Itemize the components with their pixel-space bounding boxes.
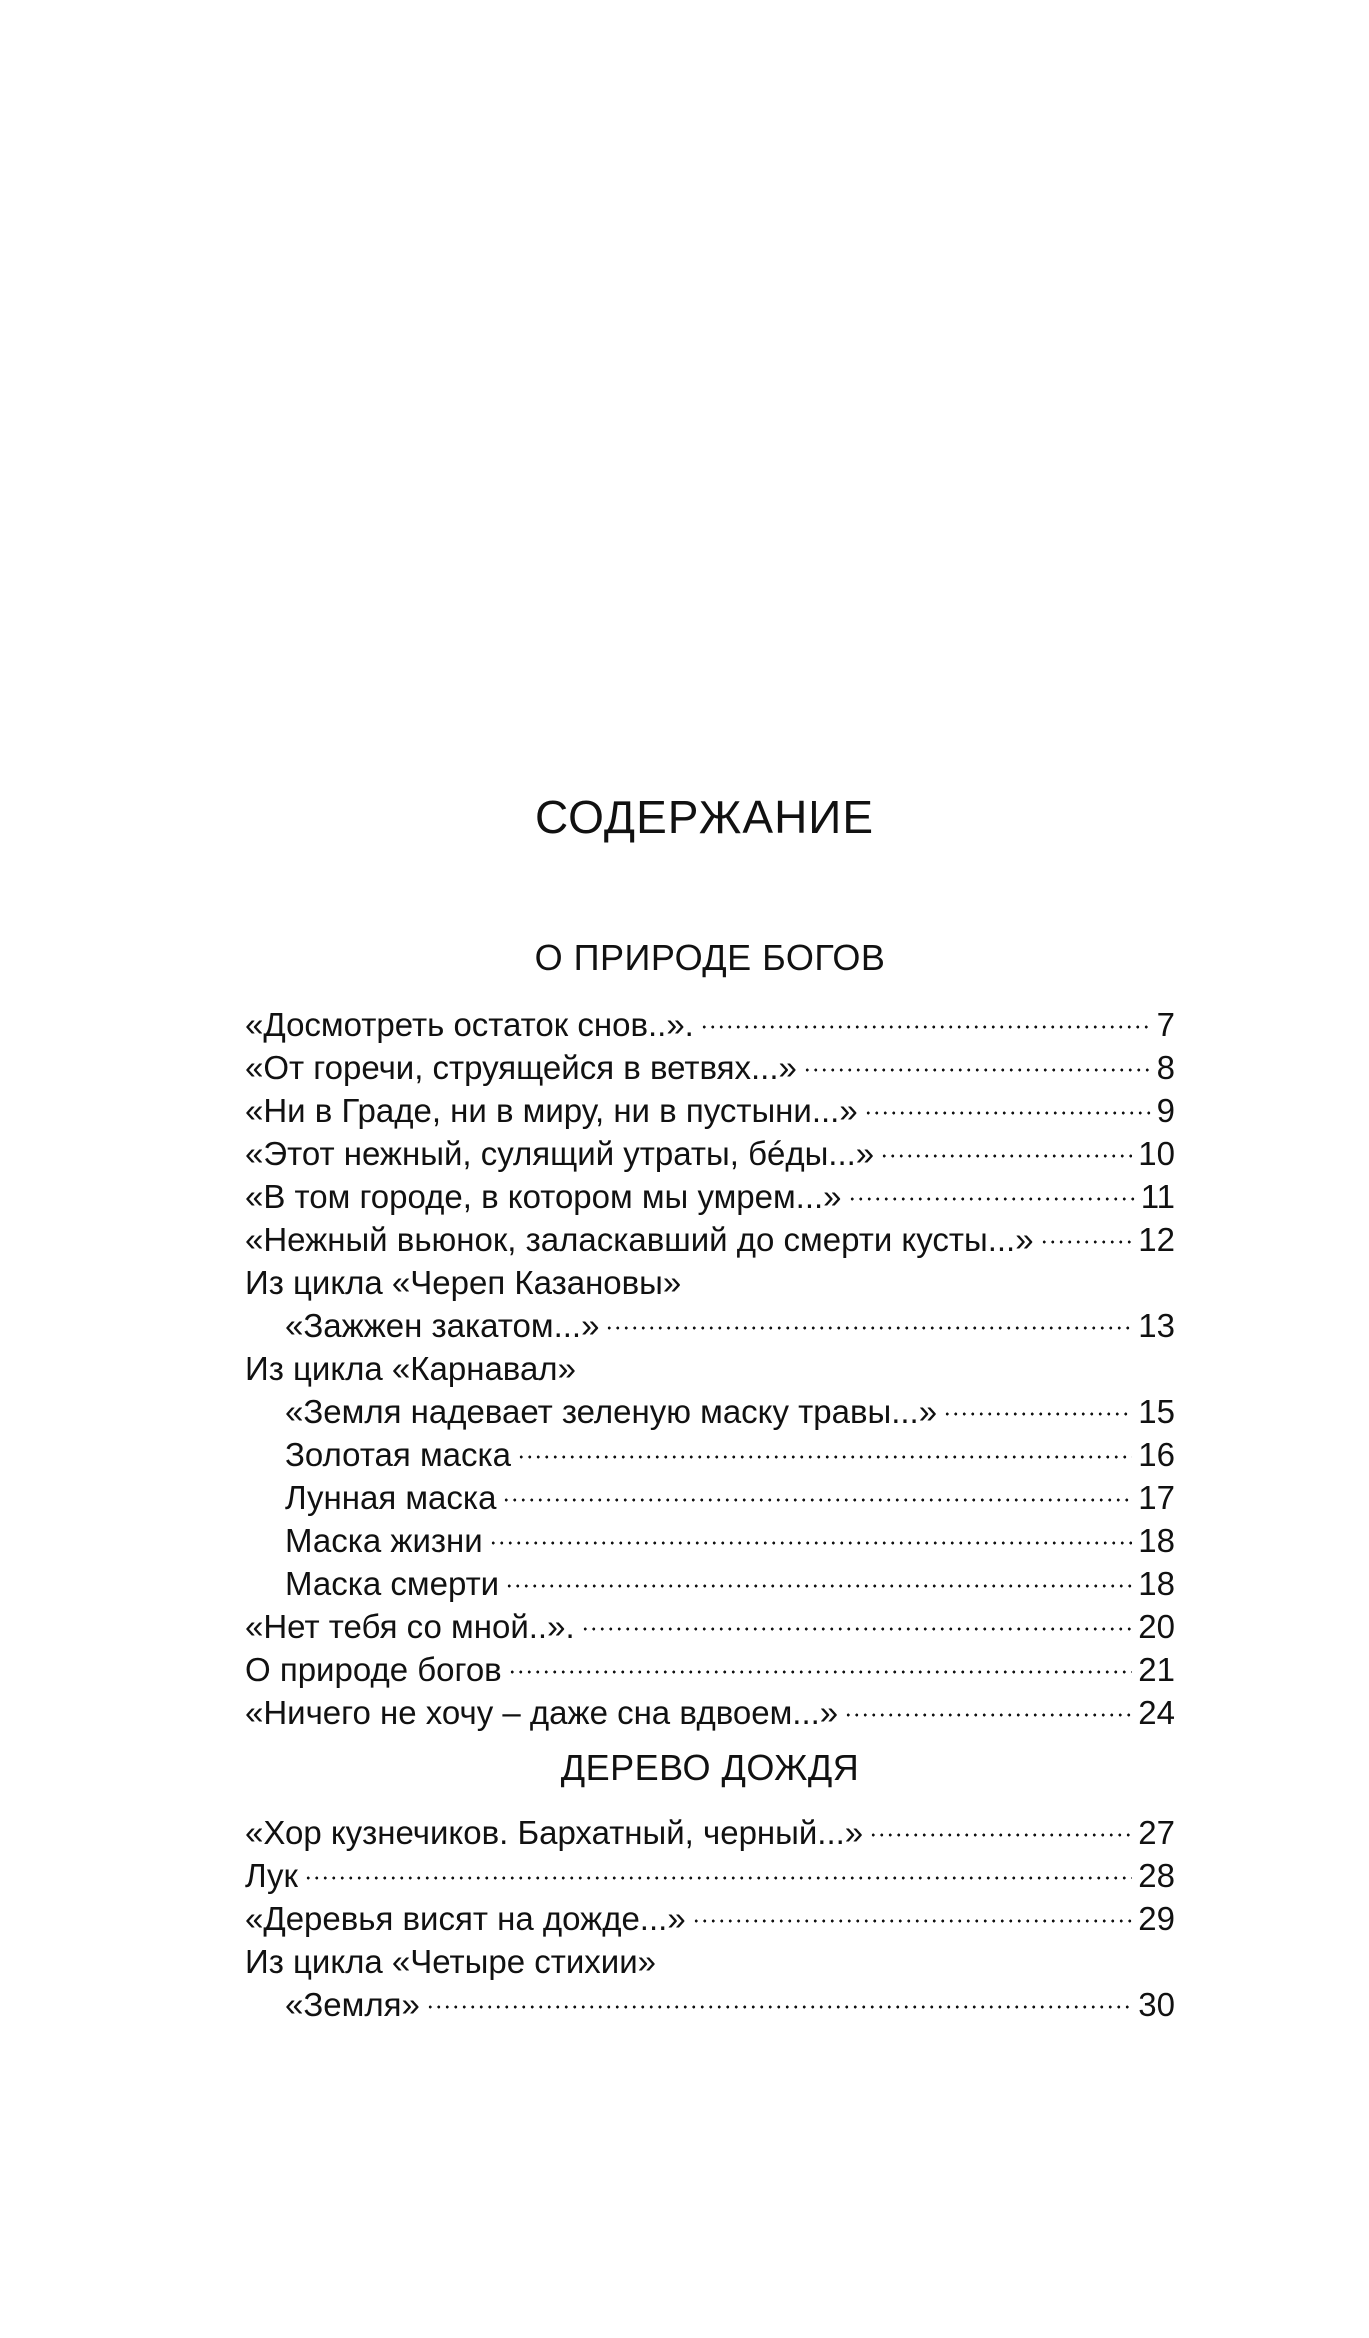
dot-leader: [692, 1918, 1133, 1924]
toc-entry-title: Из цикла «Карнавал»: [245, 1350, 576, 1387]
toc-entry-title: Лук: [245, 1857, 298, 1894]
toc-entry-title: «Деревья висят на дожде...»: [245, 1900, 686, 1937]
dot-leader: [880, 1153, 1132, 1159]
dot-leader: [581, 1626, 1133, 1632]
toc-entry: [245, 1811, 1175, 1854]
toc-page-number: 9: [1156, 1092, 1175, 1129]
toc-entry-title: «Нет тебя со мной..».: [245, 1608, 575, 1645]
dot-leader: [489, 1540, 1133, 1546]
toc-entry: [245, 1132, 1175, 1175]
toc-entry: [245, 1003, 1175, 1046]
toc-page-number: 21: [1138, 1651, 1175, 1688]
toc-entries: [245, 1003, 1175, 1734]
toc-entry-title: «Земля надевает зеленую маску травы...»: [285, 1393, 938, 1430]
toc-entry-title: «Зажжен закатом...»: [285, 1307, 600, 1344]
toc-section: [245, 1745, 1175, 2026]
toc-entry-title: «Досмотреть остаток снов..».: [245, 1006, 694, 1043]
toc-page-number: 15: [1138, 1393, 1175, 1430]
toc-entry-title: «От горечи, струящейся в ветвях...»: [245, 1049, 797, 1086]
toc-entry-title: «Земля»: [285, 1986, 420, 2023]
toc-entry-title: Лунная маска: [285, 1479, 497, 1516]
dot-leader: [943, 1411, 1132, 1417]
toc-entry-title: Маска жизни: [285, 1522, 483, 1559]
toc-page-number: 11: [1140, 1178, 1175, 1215]
dot-leader: [505, 1583, 1132, 1589]
toc-entry: [245, 1854, 1175, 1897]
toc-entry: [245, 1562, 1175, 1605]
toc-entry: [245, 1648, 1175, 1691]
toc-page-number: 12: [1138, 1221, 1175, 1258]
dot-leader: [848, 1196, 1135, 1202]
toc-page-number: 10: [1138, 1135, 1175, 1172]
toc-entry: [245, 1519, 1175, 1562]
toc-entry: [245, 1605, 1175, 1648]
contents-title: СОДЕРЖАНИЕ: [534, 791, 875, 843]
toc-page-number: 8: [1156, 1049, 1175, 1086]
dot-leader: [508, 1669, 1133, 1675]
toc-entry: [245, 1476, 1175, 1519]
toc-entry: [245, 1218, 1175, 1261]
toc-page-number: 16: [1138, 1436, 1175, 1473]
dot-leader: [864, 1110, 1151, 1116]
toc-page-number: 30: [1138, 1986, 1175, 2023]
toc-page-number: 18: [1138, 1522, 1175, 1559]
section-title: О ПРИРОДЕ БОГОВ: [534, 937, 886, 978]
toc-entry: [245, 1691, 1175, 1734]
toc-page-number: 20: [1138, 1608, 1175, 1645]
toc-entry: [245, 1089, 1175, 1132]
toc-page-number: 29: [1138, 1900, 1175, 1937]
toc-page-number: 13: [1138, 1307, 1175, 1344]
section-title: ДЕРЕВО ДОЖДЯ: [560, 1747, 860, 1788]
toc-page-number: 17: [1138, 1479, 1175, 1516]
dot-leader: [869, 1832, 1132, 1838]
dot-leader: [700, 1024, 1151, 1030]
toc-entry: [245, 1046, 1175, 1089]
toc-cycle-heading: [245, 1261, 1175, 1304]
toc-entry-title: «Ни в Граде, ни в миру, ни в пустыни...»: [245, 1092, 858, 1129]
toc-section: [245, 935, 1175, 1734]
toc-entry-title: «Этот нежный, сулящий утраты, бéды...»: [245, 1135, 875, 1172]
dot-leader: [1040, 1239, 1133, 1245]
toc-page-number: 24: [1138, 1694, 1175, 1731]
dot-leader: [605, 1325, 1132, 1331]
toc-entry-title: Золотая маска: [285, 1436, 512, 1473]
toc-entry-title: О природе богов: [245, 1651, 502, 1688]
toc-entry-title: Из цикла «Череп Казановы»: [245, 1264, 682, 1301]
toc-entry: [245, 1897, 1175, 1940]
toc-entry: [245, 1304, 1175, 1347]
toc-entry: [245, 1433, 1175, 1476]
toc-entry: [245, 1390, 1175, 1433]
toc-page-number: 27: [1138, 1814, 1175, 1851]
dot-leader: [803, 1067, 1151, 1073]
toc-cycle-heading: [245, 1347, 1175, 1390]
toc-entry-title: «Хор кузнечиков. Бархатный, черный...»: [245, 1814, 864, 1851]
toc-entry: [245, 1175, 1175, 1218]
toc-page-number: 18: [1138, 1565, 1175, 1602]
toc-page-number: 28: [1138, 1857, 1175, 1894]
toc-entries: [245, 1811, 1175, 2026]
toc-page-number: 7: [1156, 1006, 1175, 1043]
toc-entry-title: Из цикла «Четыре стихии»: [245, 1943, 657, 1980]
dot-leader: [426, 2004, 1132, 2010]
toc-entry-title: «Нежный вьюнок, заласкавший до смерти кусты...»: [245, 1221, 1034, 1258]
dot-leader: [502, 1497, 1132, 1503]
toc-entry-title: Маска смерти: [285, 1565, 500, 1602]
toc-entry: [245, 1983, 1175, 2026]
toc-cycle-heading: [245, 1940, 1175, 1983]
dot-leader: [304, 1875, 1132, 1881]
dot-leader: [517, 1454, 1132, 1460]
toc-entry-title: «В том городе, в котором мы умрем...»: [245, 1178, 842, 1215]
toc-entry-title: «Ничего не хочу – даже сна вдвоем...»: [245, 1694, 839, 1731]
dot-leader: [844, 1712, 1132, 1718]
